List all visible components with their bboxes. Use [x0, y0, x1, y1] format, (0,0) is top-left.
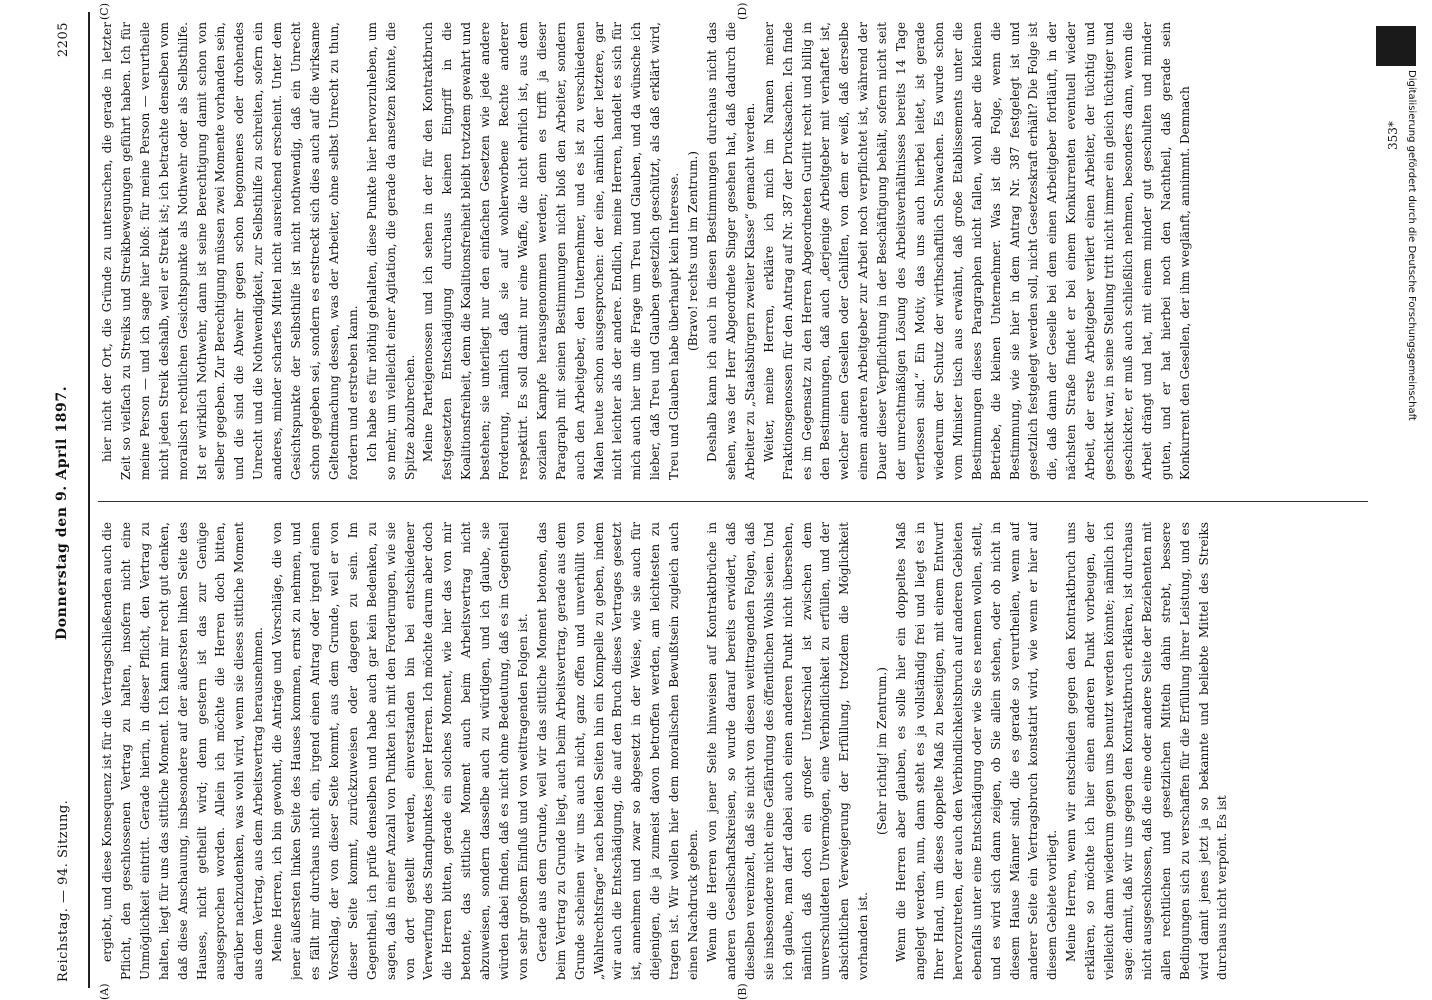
page-number: 2205: [56, 22, 71, 58]
paragraph: Deshalb kann ich auch in diesen Bestimmungen durchaus nicht das sehen, was der Herr Abgeordnete Singer gesehen hat, daß dadurch die Arbeiter zu „Staatsbürgern zweiter Klasse“ gemacht werden.: [705, 22, 757, 480]
page-header: [54, 0, 80, 1000]
paragraph: ergiebt, und diese Konsequenz ist für die Vertragschließenden auch die Pflicht, den geschlossenen Vertrag zu halten, insofern nicht eine Unmöglichkeit eintritt. Gerade hierin, in dieser Pflicht, den Vertrag zu halten, liegt für uns das sittliche Moment. Ich kann mir recht gut denken, daß diese Anschauung, insbesondere auf der äußersten linken Seite des Hauses, nicht getheilt wird; denn gestern ist das zur Genüge ausgesprochen worden. Allein ich möchte die Herren doch bitten, darüber nachzudenken, was wohl wird, wenn sie dieses sittliche Moment aus dem Vertrag, aus dem Arbeitsvertrag herausnehmen.: [100, 522, 266, 980]
paragraph: Weiter, meine Herren, erkläre ich mich im Namen meiner Fraktionsgenossen für den Antrag auf Nr. 387 der Drucksachen. Ich finde es im Gegensatz zu den Herren Abgeordneten Gurlitt recht und billig in den Bestimmungen, daß auch „derjenige Arbeitgeber mit verhaftet ist, welcher einen Gesellen oder Gehilfen, von dem er weiß, daß derselbe einem anderen Arbeitgeber zur Arbeit noch verpflichtet ist, während der Dauer dieser Verpflichtung in der Beschäftigung behält, sofern nicht seit der unrechtmäßigen Lösung des Arbeitsverhältnisses bereits 14 Tage verflossen sind.“ Ein Motiv, das uns auch hierbei leitet, ist gerade wiederum der Schutz der wirthschaftlich Schwachen. Es wurde schon vom Minister tisch aus erwähnt, daß große Etablissements unter die Bestimmungen dieses Paragraphen nicht fallen, wohl aber die kleinen Betriebe, die kleinen Unternehmer. Was ist die Folge, wenn die Bestimmung, wie sie hier in dem Antrag Nr. 387 festgelegt ist und gesetzlich festgelegt werden soll, nicht Gesetzeskraft erhält? Die Folge ist die, daß dann der Geselle bei dem einen Arbeitgeber fortläuft, in der nächsten Straße findet er bei einem Konkurrenten eventuell wieder Arbeit, der erste Arbeitgeber verliert einen Arbeiter, der tüchtig und geschickt war, in seine Stellung tritt nicht immer ein gleich tüchtiger und geschickter, er muß auch schließlich nehmen, besonders dann, wenn die Arbeit drängt und hat, mit einem minder gut geschulten und minder guten, und er hat hierbei noch den Nachtheil, daß gerade sein Konkurrent den Gesellen, der ihm weglänft, annimmt. Demnach: [761, 22, 1192, 480]
interjection: (Sehr richtig! im Zentrum.): [875, 667, 890, 835]
paragraph: Wenn die Herren von jener Seite hinweisen auf Kontraktbrüche in anderen Gesellschaftskreisen, so wurde darauf bereits erwidert, daß dieselben vereinzelt, daß sie nicht von diesen weittragenden Folgen, daß sie insbesondere nicht eine Gefährdung des öffentlichen Wohls seien. Und ich glaube, man darf dabei auch einen anderen Punkt nicht übersehen, nämlich daß doch ein großer Unterschied ist zwischen dem unverschuldeten Unvermögen, eine Verbindlichkeit zu erfüllen, und der absichtlichen Verweigerung der Erfüllung, trotzdem die Möglichkeit vorhanden ist.: [705, 522, 871, 980]
paragraph: Meine Herren, ich bin gewohnt, die Anträge und Vorschläge, die von jener äußersten linken Seite des Hauses kommen, ernst zu nehmen, und es fällt mir durchaus nicht ein, irgend einen Antrag oder irgend einen Vorschlag, der von dieser Seite kommt, aus dem Grunde, weil er von dieser Seite kommt, zurückzuweisen oder dagegen zu sein. Im Gegentheil, ich prüfe denselben und habe auch gar kein Bedenken, zu sagen, daß in einer Anzahl von Punkten ich mit den Forderungen, wie sie von dort gestellt werden, einverstanden bin bei entschiedener Verwerfung des Standpunktes jener Herren. Ich möchte darum aber doch die Herren bitten, gerade ein solches Moment, wie hier das von mir betonte, das sittliche Moment auch beim Arbeitsvertrag nicht abzuweisen, sondern dasselbe auch zu würdigen, und ich glaube, sie würden dabei finden, daß es nicht ohne Bedeutung, daß es im Gegentheil von sehr großem Einfluß und von weittragenden Folgen ist.: [270, 522, 530, 980]
margin-mark-b: (B): [736, 983, 749, 1000]
digitization-credit: Digitalisierung gefördert durch die Deutsche Forschungsgemeinschaft: [1406, 70, 1417, 421]
header-session: Reichstag. — 94. Sitzung.: [56, 799, 71, 982]
column-divider: [98, 501, 1368, 502]
dfg-logo: [1376, 26, 1416, 66]
signature-mark: 353*: [1386, 121, 1400, 150]
margin-mark-c: (C): [98, 3, 111, 20]
header-rule: [88, 12, 90, 988]
left-text-column: [98, 522, 1378, 980]
paragraph: Gerade aus dem Grunde, weil wir das sittliche Moment betonen, das beim Vertrag zu Grunde liegt, auch beim Arbeitsvertrag, gerade aus dem Grunde scheinen wir uns auch nicht, ganz offen und unverhüllt von „Wahlrechtsfrage“ nach beiden Seiten hin ein Kompelle zu geben, indem wir auch die Entschädigung, die auf den Bruch dieses Vertrages gesetzt ist, annehmen und zwar so abgesetzt in der Weise, wie sie auch für diejenigen, die ja zumeist davon betroffen werden, am leichtesten zu tragen ist. Wir wollen hier dem moralischen Bewußtsein zugleich auch einen Nachdruck geben.: [534, 522, 701, 980]
paragraph: Wenn die Herren aber glauben, es solle hier ein doppeltes Maß angelegt werden, nun, dann steht es ja vollständig frei und liegt es in Ihrer Hand, um dieses doppelte Maß zu beseitigen, mit einem Entwurf hervorzutreten, der auch den Verbindlichkeitsbruch auf anderen Gebieten ebenfalls unter eine Entschädigung oder wie Sie es nennen wollen, stellt, und es wird sich dann zeigen, ob Sie allein stehen, oder ob nicht in diesem Hause Männer sind, die es gerade so verurtheilen, wenn auf anderer Seite ein Vertragsbruch konstatirt wird, wie wenn er hier auf diesem Gebiete vorliegt.: [894, 522, 1060, 980]
paragraph: Ich habe es für nöthig gehalten, diese Punkte hier hervorzuheben, um so mehr, um vielleicht einer Agitation, die gerade da ansetzen könnte, die Spitze abzubrechen.: [364, 22, 417, 480]
paragraph: Meine Herren, wenn wir entschieden gegen den Kontraktbruch uns erklären, so möchte ich hier einen anderen Punkt vorbeugen, der vielleicht dann wiederum gegen uns benutzt werden könnte; nämlich ich sage: damit, daß wir uns gegen den Kontraktbruch erklären, ist durchaus nicht ausgeschlossen, daß die eine oder andere Seite der Beziehenten mit allen rechtlichen und gesetzlichen Mitteln dahin strebt, bessere Bedingungen sich zu verschaffen für die Erfüllung ihrer Leistung, und es wird damit jenes jetzt ja so bekannte und beliebte Mittel des Streiks durchaus nicht verpönt. Es ist: [1064, 522, 1230, 980]
margin-mark-a: (A): [98, 983, 111, 1000]
paragraph: hier nicht der Ort, die Gründe zu untersuchen, die gerade in letzter Zeit so vielfach zu Streiks und Streikbewegungen geführt haben. Ich für meine Person — und ich sage hier bloß: für meine Person — verurtheile nicht jeden Streik deshalb, weil er Streik ist; ich betrachte denselben vom moralisch rechtlichen Gesichtspunkte als Nothwehr oder als Selbsthilfe. Ist er wirklich Nothwehr, dann ist seine Berechtigung damit schon von selber gegeben. Zur Berechtigung müssen zwei Momente vorhanden sein, und die sind die Abwehr gegen schon begonnenes oder drohendes Unrecht und die Nothwendigkeit, zur Selbsthilfe zu schreiten, sofern ein anderes, minder scharfes Mittel nicht ausreichend erscheint. Unter dem Gesichtspunkte der Selbsthilfe ist nicht nothwendig, daß ein Unrecht schon gegeben sei, sondern es erstreckt sich dies auch auf die wirksame Geltendmachung dessen, was der Arbeiter, ohne selbst Unrecht zu thun, fordern und erstreben kann.: [100, 22, 360, 480]
right-text-column: [98, 22, 1378, 480]
header-date: Donnerstag den 9. April 1897.: [54, 385, 70, 640]
paragraph: Meine Parteigenossen und ich sehen in der für den Kontraktbruch festgesetzten Entschädigung durchaus keinen Eingriff in die Koalitionsfreiheit, denn die Koalitionsfreiheit bleibt trotzdem gewahrt und bestehen; sie unterliegt nur den einfachen Gesetzen wie jede andere Forderung, nämlich daß sie auf wohlerworbene Rechte anderer respektirt. Es soll damit nur eine Waffe, die nicht ehrlich ist, aus dem sozialen Kampfe herausgenommen werden; denn es trifft ja dieser Paragraph mit seinen Bestimmungen nicht bloß den Arbeiter, sondern auch den Arbeitgeber, den Unternehmer, und es ist zu verschiedenen Malen heute schon ausgesprochen: der eine, nämlich der letztere, gar nicht leichter als der andere. Endlich, meine Herren, handelt es sich für mich auch hier um die Frage um Treu und Glauben, und da wünsche ich lieber, daß Treu und Glauben gesetzlich geschützt, als daß erklärt wird, Treu und Glauben habe überhaupt kein Interesse.: [421, 22, 682, 480]
margin-mark-d: (D): [736, 2, 749, 20]
interjection: (Bravo! rechts und im Zentrum.): [686, 151, 701, 351]
